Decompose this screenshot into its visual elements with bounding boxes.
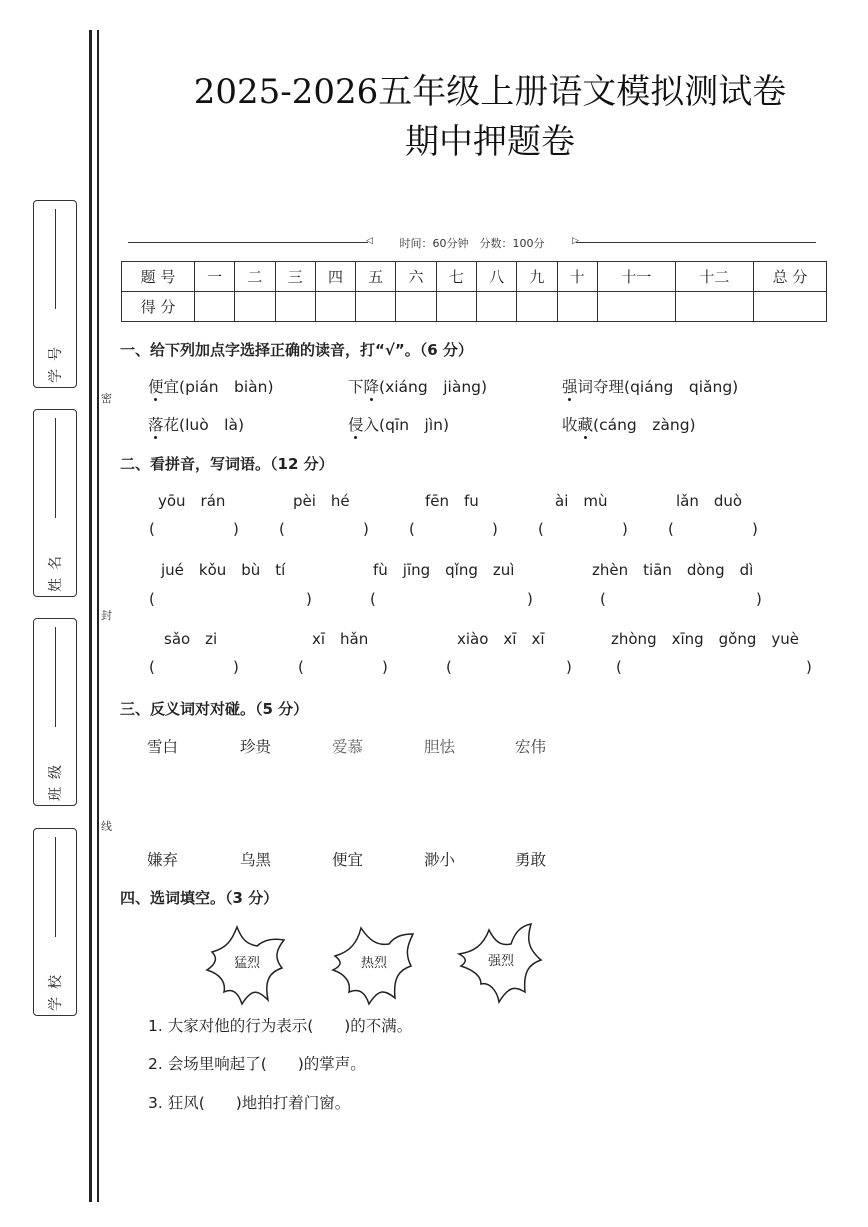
pinyin-prompt: zhòng xīng gǒng yuè <box>611 630 799 648</box>
antonym-bottom-word[interactable]: 勇敢 <box>515 851 547 869</box>
answer-paren-open[interactable]: ( <box>668 520 674 538</box>
pinyin-choice-item[interactable]: 侵入(qīn jìn) <box>348 416 450 434</box>
pinyin-choice-item[interactable]: 落花(luò là) <box>148 416 245 434</box>
pinyin-choice-item[interactable]: 收藏(cáng zàng) <box>562 416 696 434</box>
score-cell[interactable] <box>356 292 396 322</box>
answer-paren-open[interactable]: ( <box>279 520 285 538</box>
answer-paren-close[interactable]: ) <box>306 590 312 608</box>
pinyin-prompt: sǎo zi <box>164 630 218 648</box>
class-label: 班级 <box>48 757 64 801</box>
answer-paren-close[interactable]: ) <box>622 520 628 538</box>
antonym-bottom-word[interactable]: 乌黑 <box>240 851 272 869</box>
pinyin-prompt: fù jīng qǐng zuì <box>373 561 515 579</box>
dotted-char: 侵 <box>348 416 364 434</box>
antonym-top-word[interactable]: 宏伟 <box>515 738 547 756</box>
binding-line-thick <box>89 30 92 1202</box>
dotted-char: 降 <box>363 378 380 396</box>
score-cell[interactable] <box>315 292 355 322</box>
pinyin-prompt: zhèn tiān dòng dì <box>592 561 754 579</box>
leaf-word: 强烈 <box>487 954 514 969</box>
leaf-word: 热烈 <box>360 956 387 971</box>
pinyin-prompt: ài mù <box>555 492 608 510</box>
col-5: 五 <box>356 262 396 292</box>
binding-word-feng: 封 <box>101 609 112 622</box>
col-12: 十二 <box>675 262 753 292</box>
answer-paren-close[interactable]: ) <box>363 520 369 538</box>
fill-question-2[interactable]: 2. 会场里响起了( )的掌声。 <box>148 1055 366 1073</box>
pinyin-prompt: jué kǒu bù tí <box>161 561 286 579</box>
name-label: 姓名 <box>48 548 64 592</box>
student-number-box[interactable] <box>33 200 77 388</box>
pinyin-prompt: xiào xī xī <box>457 630 545 648</box>
school-label: 学校 <box>48 967 64 1011</box>
section1-heading: 一、给下列加点字选择正确的读音，打“√”。（6 分） <box>120 341 473 359</box>
section2-heading: 二、看拼音，写词语。（12 分） <box>120 455 334 473</box>
exam-info: ◁ ▷ 时间：60分钟 分数：100分 <box>128 234 816 252</box>
binding-word-mi: 密 <box>101 392 112 405</box>
antonym-top-word[interactable]: 珍贵 <box>240 738 272 756</box>
col-8: 八 <box>476 262 516 292</box>
answer-paren-close[interactable]: ) <box>233 658 239 676</box>
pinyin-prompt: fēn fu <box>425 492 479 510</box>
pinyin-choice-item[interactable]: 下降(xiáng jiàng) <box>348 378 488 396</box>
score-cell[interactable] <box>597 292 675 322</box>
section3-heading: 三、反义词对对碰。（5 分） <box>120 700 309 718</box>
section4-heading: 四、选词填空。（3 分） <box>120 889 279 907</box>
class-box[interactable] <box>33 618 77 806</box>
antonym-top-word[interactable]: 爱慕 <box>332 738 364 756</box>
answer-paren-close[interactable]: ) <box>756 590 762 608</box>
col-2: 二 <box>235 262 275 292</box>
score-cell[interactable] <box>675 292 753 322</box>
answer-paren-open[interactable]: ( <box>409 520 415 538</box>
leaf-word: 猛烈 <box>233 956 260 971</box>
score-cell[interactable] <box>557 292 597 322</box>
score-table <box>121 261 827 322</box>
antonym-bottom-word[interactable]: 渺小 <box>424 851 456 869</box>
score-cell[interactable] <box>517 292 557 322</box>
pinyin-prompt: lǎn duò <box>676 492 743 510</box>
score-cell-total[interactable] <box>754 292 827 322</box>
pinyin-prompt: yōu rán <box>158 492 226 510</box>
score-table-header-label: 题 号 <box>122 262 195 292</box>
antonym-bottom-word[interactable]: 嫌弃 <box>147 851 179 869</box>
answer-paren-open[interactable]: ( <box>149 520 155 538</box>
pinyin-prompt: xī hǎn <box>312 630 369 648</box>
answer-paren-open[interactable]: ( <box>616 658 622 676</box>
score-cell[interactable] <box>275 292 315 322</box>
col-1: 一 <box>195 262 235 292</box>
answer-paren-close[interactable]: ) <box>233 520 239 538</box>
leaf-word-card[interactable] <box>202 922 292 1014</box>
score-cell[interactable] <box>235 292 275 322</box>
col-11: 十一 <box>597 262 675 292</box>
dotted-char: 强 <box>562 378 578 396</box>
pinyin-choice-item[interactable]: 强词夺理(qiáng qiǎng) <box>562 378 739 396</box>
score-cell[interactable] <box>476 292 516 322</box>
col-9: 九 <box>517 262 557 292</box>
answer-paren-open[interactable]: ( <box>446 658 452 676</box>
binding-word-xian: 线 <box>101 820 112 833</box>
answer-paren-open[interactable]: ( <box>600 590 606 608</box>
answer-paren-open[interactable]: ( <box>149 658 155 676</box>
name-box[interactable] <box>33 409 77 597</box>
answer-paren-close[interactable]: ) <box>527 590 533 608</box>
score-cell[interactable] <box>396 292 436 322</box>
answer-paren-close[interactable]: ) <box>492 520 498 538</box>
exam-time-score: 时间：60分钟 分数：100分 <box>399 237 545 250</box>
fill-question-1[interactable]: 1. 大家对他的行为表示( )的不满。 <box>148 1017 413 1035</box>
col-4: 四 <box>315 262 355 292</box>
score-cell[interactable] <box>195 292 235 322</box>
antonym-top-word[interactable]: 胆怯 <box>424 738 456 756</box>
answer-paren-open[interactable]: ( <box>298 658 304 676</box>
col-7: 七 <box>436 262 476 292</box>
answer-paren-close[interactable]: ) <box>806 658 812 676</box>
col-3: 三 <box>275 262 315 292</box>
school-box[interactable] <box>33 828 77 1016</box>
antonym-top-word[interactable]: 雪白 <box>147 738 179 756</box>
answer-paren-close[interactable]: ) <box>566 658 572 676</box>
exam-subtitle: 期中押题卷 <box>405 122 575 162</box>
leaf-word-card[interactable] <box>455 920 547 1014</box>
fill-question-3[interactable]: 3. 狂风( )地拍打着门窗。 <box>148 1094 351 1112</box>
dotted-char: 藏 <box>577 416 594 434</box>
binding-line-thin <box>97 30 99 1202</box>
answer-paren-open[interactable]: ( <box>149 590 155 608</box>
dotted-char: 落 <box>148 416 164 434</box>
exam-title: 2025-2026五年级上册语文模拟测试卷 <box>193 72 787 112</box>
pinyin-choice-item[interactable]: 便宜(pián biàn) <box>148 378 274 396</box>
pinyin-prompt: pèi hé <box>293 492 350 510</box>
score-row-label: 得 分 <box>122 292 195 322</box>
answer-paren-open[interactable]: ( <box>538 520 544 538</box>
col-total: 总 分 <box>754 262 827 292</box>
dotted-char: 便 <box>148 378 164 396</box>
student-number-label: 学号 <box>48 339 64 383</box>
col-10: 十 <box>557 262 597 292</box>
answer-paren-close[interactable]: ) <box>752 520 758 538</box>
answer-paren-open[interactable]: ( <box>370 590 376 608</box>
score-cell[interactable] <box>436 292 476 322</box>
antonym-bottom-word[interactable]: 便宜 <box>332 851 364 869</box>
answer-paren-close[interactable]: ) <box>382 658 388 676</box>
col-6: 六 <box>396 262 436 292</box>
leaf-word-card[interactable] <box>329 922 419 1014</box>
